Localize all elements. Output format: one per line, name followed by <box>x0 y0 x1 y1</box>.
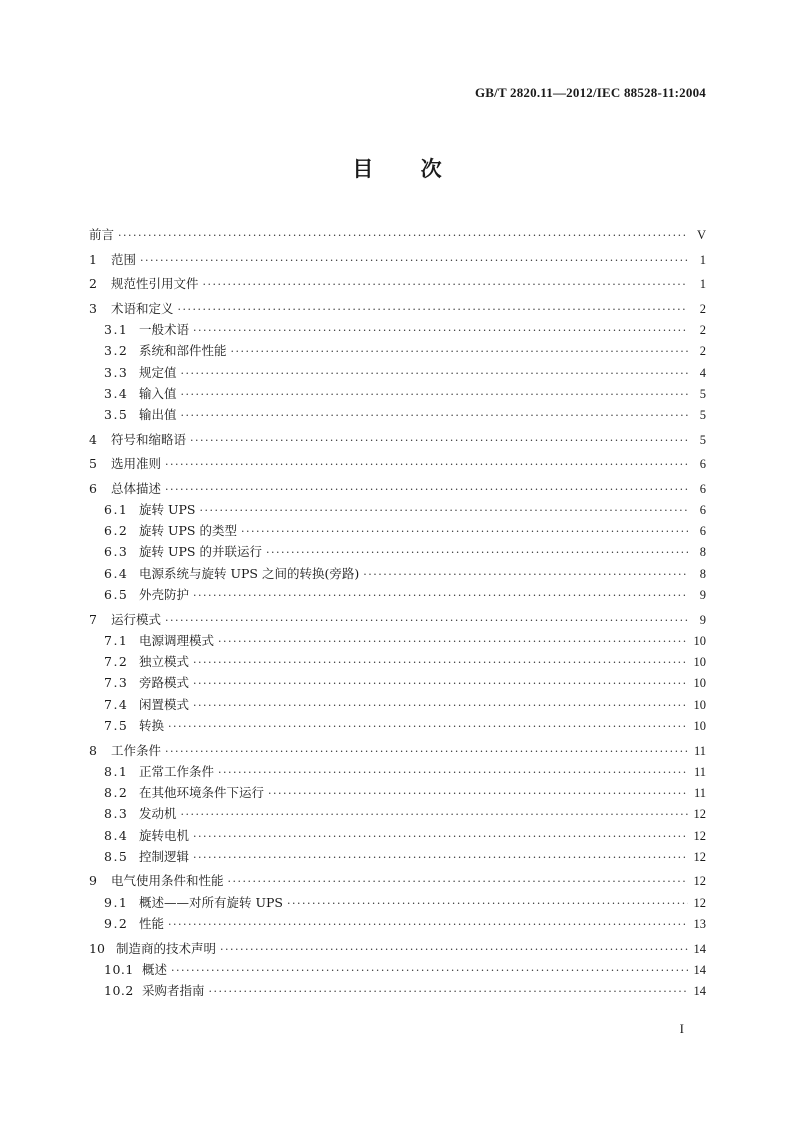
toc-dot-leader <box>140 250 688 271</box>
toc-entry-number: 7 <box>89 611 97 627</box>
toc-entry[interactable] <box>89 938 706 959</box>
toc-dot-leader <box>218 762 688 783</box>
toc-entry-label: 运行模式 <box>111 611 162 627</box>
toc-entry[interactable] <box>89 870 706 891</box>
toc-entry-number: 3 <box>89 300 97 316</box>
toc-entry-page: 11 <box>693 786 706 801</box>
toc-entry-page: 2 <box>699 344 706 359</box>
toc-entry-page: 1 <box>699 277 706 292</box>
toc-dot-leader <box>181 384 688 405</box>
toc-entry-page: 11 <box>693 743 706 758</box>
toc-entry-page: 8 <box>699 566 706 581</box>
toc-entry-page: 12 <box>693 807 706 822</box>
toc-entry-label: 在其他环境条件下运行 <box>139 785 265 801</box>
toc-entry-number: 9 <box>89 873 97 889</box>
toc-dot-leader <box>193 847 688 868</box>
toc-entry-label: 旋转 UPS 的类型 <box>139 523 237 539</box>
toc-entry-number: 4 <box>89 431 97 447</box>
toc-entry-label: 旁路模式 <box>139 675 190 691</box>
toc-entry-label: 一般术语 <box>139 321 190 337</box>
toc-entry[interactable] <box>89 362 706 383</box>
toc-dot-leader <box>266 542 688 563</box>
toc-entry[interactable] <box>89 761 706 782</box>
toc-entry-label: 总体描述 <box>111 480 162 496</box>
toc-entry-label: 系统和部件性能 <box>139 343 227 359</box>
toc-dot-leader <box>165 741 688 762</box>
toc-entry[interactable] <box>89 630 706 651</box>
toc-entry-label: 控制逻辑 <box>139 849 190 864</box>
toc-dot-leader <box>193 695 688 716</box>
toc-entry-number: 3.4 <box>104 385 129 401</box>
toc-dot-leader <box>168 716 688 737</box>
toc-entry-number: 9.2 <box>104 916 129 932</box>
page-folio: I <box>679 1021 684 1036</box>
toc-entry[interactable] <box>89 478 706 499</box>
toc-entry[interactable] <box>89 249 706 270</box>
toc-entry-label: 旋转 UPS <box>139 501 196 517</box>
toc-dot-leader <box>178 299 688 320</box>
toc-entry-number: 7.3 <box>104 675 129 691</box>
toc-entry-label: 选用准则 <box>111 456 162 472</box>
toc-entry-label: 符号和缩略语 <box>111 431 187 447</box>
toc-dot-leader <box>268 783 688 804</box>
toc-entry-number: 6.3 <box>104 544 129 560</box>
toc-entry-page: V <box>696 228 706 243</box>
toc-entry-number: 3.1 <box>104 321 129 337</box>
toc-dot-leader <box>241 521 688 542</box>
toc-entry-label: 工作条件 <box>111 742 162 758</box>
toc-dot-leader <box>171 960 688 981</box>
toc-entry-page: 5 <box>699 432 706 447</box>
toc-entry[interactable] <box>89 846 706 867</box>
toc-dot-leader <box>231 341 688 362</box>
toc-entry-number: 3.5 <box>104 407 129 423</box>
toc-entry-label: 电源调理模式 <box>139 632 215 648</box>
toc-entry-page: 11 <box>693 764 706 779</box>
toc-entry-number: 1 <box>89 251 97 267</box>
toc-entry[interactable] <box>89 803 706 824</box>
toc-entry[interactable] <box>89 913 706 934</box>
toc-entry[interactable] <box>89 499 706 520</box>
toc-entry[interactable] <box>89 892 706 913</box>
toc-entry-label: 旋转电机 <box>139 827 190 843</box>
toc-entry[interactable] <box>89 740 706 761</box>
toc-entry-page: 6 <box>699 457 706 472</box>
toc-entry-number: 6.5 <box>104 587 129 603</box>
toc-entry-page: 5 <box>699 386 706 401</box>
toc-dot-leader <box>218 631 688 652</box>
toc-entry-page: 6 <box>699 481 706 496</box>
toc-entry-page: 12 <box>693 895 706 910</box>
toc-entry-number: 2 <box>89 276 97 292</box>
toc-dot-leader <box>181 405 688 426</box>
toc-entry-page: 5 <box>699 408 706 423</box>
toc-entry-label: 发动机 <box>139 806 177 822</box>
toc-entry-number: 5 <box>89 456 97 472</box>
toc-entry-page: 2 <box>699 301 706 316</box>
toc-entry[interactable] <box>89 520 706 541</box>
toc-dot-leader <box>193 652 688 673</box>
toc-dot-leader <box>165 454 688 475</box>
toc-entry[interactable] <box>89 959 706 980</box>
toc-entry-page: 10 <box>693 697 706 712</box>
toc-dot-leader <box>287 893 688 914</box>
toc-entry-label: 规定值 <box>139 364 177 380</box>
toc-entry-number: 10.2 <box>104 983 134 999</box>
toc-dot-leader <box>363 564 688 585</box>
toc-dot-leader <box>199 500 688 521</box>
toc-entry-number: 3.3 <box>104 364 129 380</box>
toc-entry[interactable] <box>89 429 706 450</box>
toc-entry-number: 7.1 <box>104 632 129 648</box>
toc-entry-page: 6 <box>699 502 706 517</box>
page-title: 目 次 <box>352 157 442 181</box>
toc-entry[interactable] <box>89 273 706 294</box>
toc-entry-label: 外壳防护 <box>139 587 190 603</box>
toc-entry[interactable] <box>89 825 706 846</box>
toc-entry[interactable] <box>89 980 706 1001</box>
toc-entry-label: 输入值 <box>139 385 177 401</box>
toc-entry-page: 8 <box>699 545 706 560</box>
toc-entry-number: 8 <box>89 742 97 758</box>
toc-entry-label: 前言 <box>89 227 115 243</box>
toc-entry-page: 1 <box>699 252 706 267</box>
toc-dot-leader <box>193 826 688 847</box>
toc-entry-number: 7.4 <box>104 696 129 712</box>
toc-entry-page: 14 <box>693 962 706 977</box>
toc-entry-label: 闲置模式 <box>139 696 190 712</box>
toc-entry-number: 9.1 <box>104 894 129 910</box>
toc-dot-leader <box>181 804 688 825</box>
toc-entry[interactable] <box>89 672 706 693</box>
toc-dot-leader <box>220 939 688 960</box>
toc-entry-label: 范围 <box>111 251 137 267</box>
toc-entry[interactable] <box>89 715 706 736</box>
toc-entry-page: 9 <box>699 588 706 603</box>
toc-entry[interactable] <box>89 224 706 245</box>
toc-entry[interactable] <box>89 541 706 562</box>
toc-dot-leader <box>165 610 688 631</box>
toc-dot-leader <box>181 363 688 384</box>
toc-entry-number: 8.2 <box>104 785 129 801</box>
toc-entry-label: 概述——对所有旋转 UPS <box>139 894 283 910</box>
toc-entry-number: 7.5 <box>104 718 129 734</box>
toc-entry-number: 6.4 <box>104 565 129 581</box>
toc-entry-page: 12 <box>693 874 706 889</box>
toc-entry-number: 10 <box>89 940 105 956</box>
toc-dot-leader <box>190 430 688 451</box>
toc-entry[interactable] <box>89 404 706 425</box>
toc-entry-page: 10 <box>693 633 706 648</box>
toc-entry-number: 10.1 <box>104 961 134 977</box>
toc-entry-label: 规范性引用文件 <box>111 276 199 292</box>
toc-entry-page: 12 <box>693 828 706 843</box>
toc-dot-leader <box>193 585 688 606</box>
toc-entry-number: 3.2 <box>104 343 129 359</box>
toc-entry-number: 8.4 <box>104 827 129 843</box>
toc-dot-leader <box>168 914 688 935</box>
toc-entry-number: 8.3 <box>104 806 129 822</box>
toc-dot-leader <box>193 673 688 694</box>
toc-entry[interactable] <box>89 782 706 803</box>
toc-entry-label: 独立模式 <box>139 654 190 670</box>
toc-entry-page: 13 <box>693 917 706 932</box>
toc-entry[interactable] <box>89 651 706 672</box>
toc-entry-number: 7.2 <box>104 654 129 670</box>
toc-entry-label: 旋转 UPS 的并联运行 <box>139 544 262 560</box>
toc-dot-leader <box>228 871 688 892</box>
toc-entry-page: 6 <box>699 524 706 539</box>
toc-entry-page: 2 <box>699 322 706 337</box>
toc-dot-leader <box>203 274 688 295</box>
toc-entry-page: 10 <box>693 655 706 670</box>
toc-entry-number: 8.1 <box>104 763 129 779</box>
table-of-contents <box>89 221 706 1001</box>
toc-dot-leader <box>193 320 688 341</box>
toc-entry[interactable] <box>89 383 706 404</box>
toc-entry-page: 14 <box>693 941 706 956</box>
toc-entry-label: 电源系统与旋转 UPS 之间的转换(旁路) <box>139 565 360 581</box>
toc-entry-page: 12 <box>693 850 706 864</box>
toc-entry[interactable] <box>89 453 706 474</box>
toc-entry-label: 性能 <box>139 916 165 932</box>
toc-entry-page: 10 <box>693 676 706 691</box>
standard-number: GB/T 2820.11—2012/IEC 88528-11:2004 <box>474 85 706 100</box>
toc-entry-label: 采购者指南 <box>142 983 205 999</box>
toc-entry-number: 8.5 <box>104 849 129 864</box>
toc-entry-label: 术语和定义 <box>111 300 174 316</box>
toc-entry[interactable] <box>89 609 706 630</box>
toc-entry-label: 概述 <box>142 961 168 977</box>
toc-entry-page: 4 <box>699 365 706 380</box>
toc-entry-label: 电气使用条件和性能 <box>111 873 224 889</box>
toc-entry[interactable] <box>89 563 706 584</box>
toc-entry[interactable] <box>89 584 706 605</box>
toc-entry-number: 6.2 <box>104 523 129 539</box>
toc-entry-label: 转换 <box>139 718 165 734</box>
toc-dot-leader <box>209 981 688 1002</box>
toc-entry-number: 6.1 <box>104 501 129 517</box>
toc-entry-page: 14 <box>693 984 706 999</box>
toc-dot-leader <box>118 225 688 246</box>
toc-entry-page: 10 <box>693 719 706 734</box>
toc-entry-number: 6 <box>89 480 97 496</box>
toc-entry[interactable] <box>89 694 706 715</box>
toc-entry[interactable] <box>89 340 706 361</box>
toc-dot-leader <box>165 479 688 500</box>
toc-entry-label: 正常工作条件 <box>139 763 215 779</box>
toc-entry-label: 输出值 <box>139 407 177 423</box>
toc-entry-page: 9 <box>699 612 706 627</box>
toc-entry[interactable] <box>89 298 706 319</box>
toc-entry[interactable] <box>89 319 706 340</box>
toc-entry-label: 制造商的技术声明 <box>116 940 217 956</box>
